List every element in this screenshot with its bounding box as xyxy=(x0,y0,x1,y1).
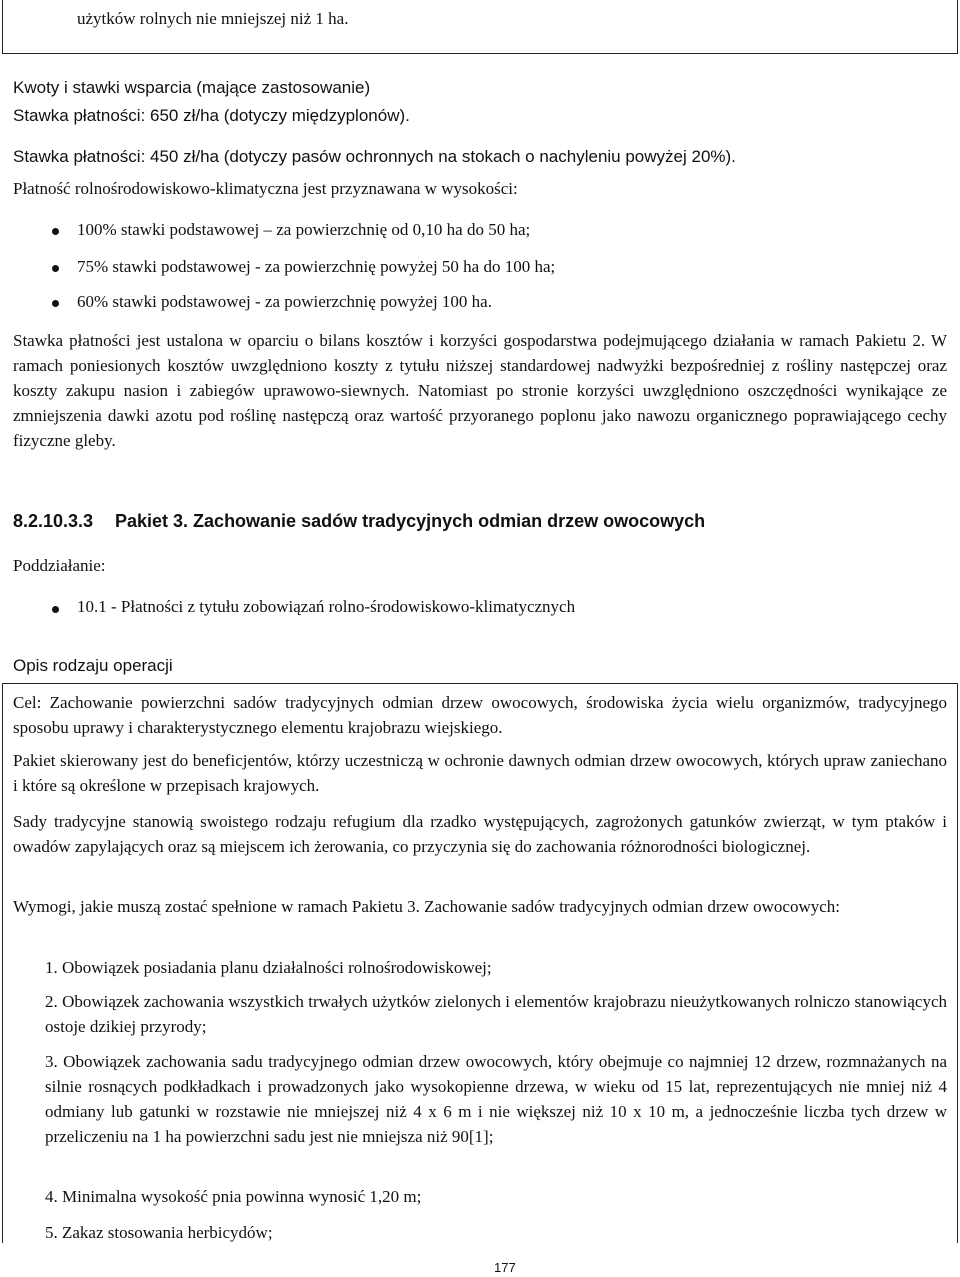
requirement-item-5: 5. Zakaz stosowania herbicydów; xyxy=(45,1223,273,1242)
requirement-item-1: 1. Obowiązek posiadania planu działalności rolnośrodowiskowej; xyxy=(45,958,492,977)
operation-paragraph-4: Wymogi, jakie muszą zostać spełnione w ramach Pakietu 3. Zachowanie sadów tradycyjnych odmian drzew owocowych: xyxy=(13,897,840,916)
requirement-item-3: 3. Obowiązek zachowania sadu tradycyjnego odmian drzew owocowych, który obejmuje co najmniej 12 drzew, rozmnażanych na silnie rosnących podkładkach i prowadzonych jako wysokopienne drzewa, w wieku od 15 lat, reprezentujących nie mniej niż 4 odmiany lub gatunki w rozstawie nie mniejszej niż 4 x 6 m i nie większej niż 10 x 10 m, a jednocześnie liczba tych drzew w przeliczeniu na 1 ha powierzchni sadu jest nie mniejsza niż 90[1]; xyxy=(45,1052,947,1146)
operation-paragraph-2: Pakiet skierowany jest do beneficjentów, którzy uczestniczą w ochronie dawnych odmian drzew owocowych, których upraw zaniechano i które są określone w przepisach krajowych. xyxy=(13,751,947,795)
rate-bullet-3: 60% stawki podstawowej - za powierzchnię powyżej 100 ha. xyxy=(77,292,492,311)
bullet-icon xyxy=(52,265,59,272)
operation-paragraph-1: Cel: Zachowanie powierzchni sadów tradycyjnych odmian drzew owocowych, środowiska życia wielu organizmów, tradycyjnego sposobu uprawy i charakterystycznego elementu krajobrazu wiejskiego. xyxy=(13,693,947,737)
top-box-text: użytków rolnych nie mniejszej niż 1 ha. xyxy=(77,9,349,28)
requirement-item-4: 4. Minimalna wysokość pnia powinna wynosić 1,20 m; xyxy=(45,1187,422,1206)
rates-intro: Płatność rolnośrodowiskowo-klimatyczna jest przyznawana w wysokości: xyxy=(13,179,518,198)
rate-bullet-1: 100% stawki podstawowej – za powierzchnię od 0,10 ha do 50 ha; xyxy=(77,220,531,239)
operation-heading: Opis rodzaju operacji xyxy=(13,656,173,675)
section-number: 8.2.10.3.3 xyxy=(13,511,94,531)
rate-line-1: Stawka płatności: 650 zł/ha (dotyczy międzyplonów). xyxy=(13,106,410,125)
requirement-item-2: 2. Obowiązek zachowania wszystkich trwałych użytków zielonych i elementów krajobrazu nieużytkowanych rolniczo stanowiących ostoje dzikiej przyrody; xyxy=(45,992,947,1036)
operation-paragraph-3: Sady tradycyjne stanowią swoistego rodzaju refugium dla rzadko występujących, zagrożonych gatunków zwierząt, w tym ptaków i owadów zapylających oraz są miejscem ich żerowania, co przyczynia się do zachowania różnorodności biologicznej. xyxy=(13,812,947,856)
rates-paragraph: Stawka płatności jest ustalona w oparciu o bilans kosztów i korzyści gospodarstwa podejmującego działania w ramach Pakietu 2. W ramach poniesionych kosztów uwzględniono koszty z tytułu niższej standardowej nadwyżki bezpośredniej z rośliny następczej oraz koszty zakupu nasion i zabiegów uprawowo-siewnych. Natomiast po stronie korzyści uwzględniono oszczędności wynikające ze zmniejszenia dawki azotu pod roślinę następczą oraz wartość przyoranego poplonu jako nawozu organicznego poprawiającego cechy fizyczne gleby. xyxy=(13,331,947,450)
bullet-icon xyxy=(52,228,59,235)
subaction-label: Poddziałanie: xyxy=(13,556,106,575)
rate-line-2: Stawka płatności: 450 zł/ha (dotyczy pasów ochronnych na stokach o nachyleniu powyżej 20%). xyxy=(13,147,736,166)
bullet-icon xyxy=(52,606,59,613)
bullet-icon xyxy=(52,300,59,307)
rate-bullet-2: 75% stawki podstawowej - za powierzchnię powyżej 50 ha do 100 ha; xyxy=(77,257,556,276)
subaction-bullet: 10.1 - Płatności z tytułu zobowiązań rolno-środowiskowo-klimatycznych xyxy=(77,597,576,616)
rates-heading: Kwoty i stawki wsparcia (mające zastosowanie) xyxy=(13,78,371,97)
page-number: 177 xyxy=(494,1260,516,1275)
section-title: Pakiet 3. Zachowanie sadów tradycyjnych odmian drzew owocowych xyxy=(115,511,706,531)
